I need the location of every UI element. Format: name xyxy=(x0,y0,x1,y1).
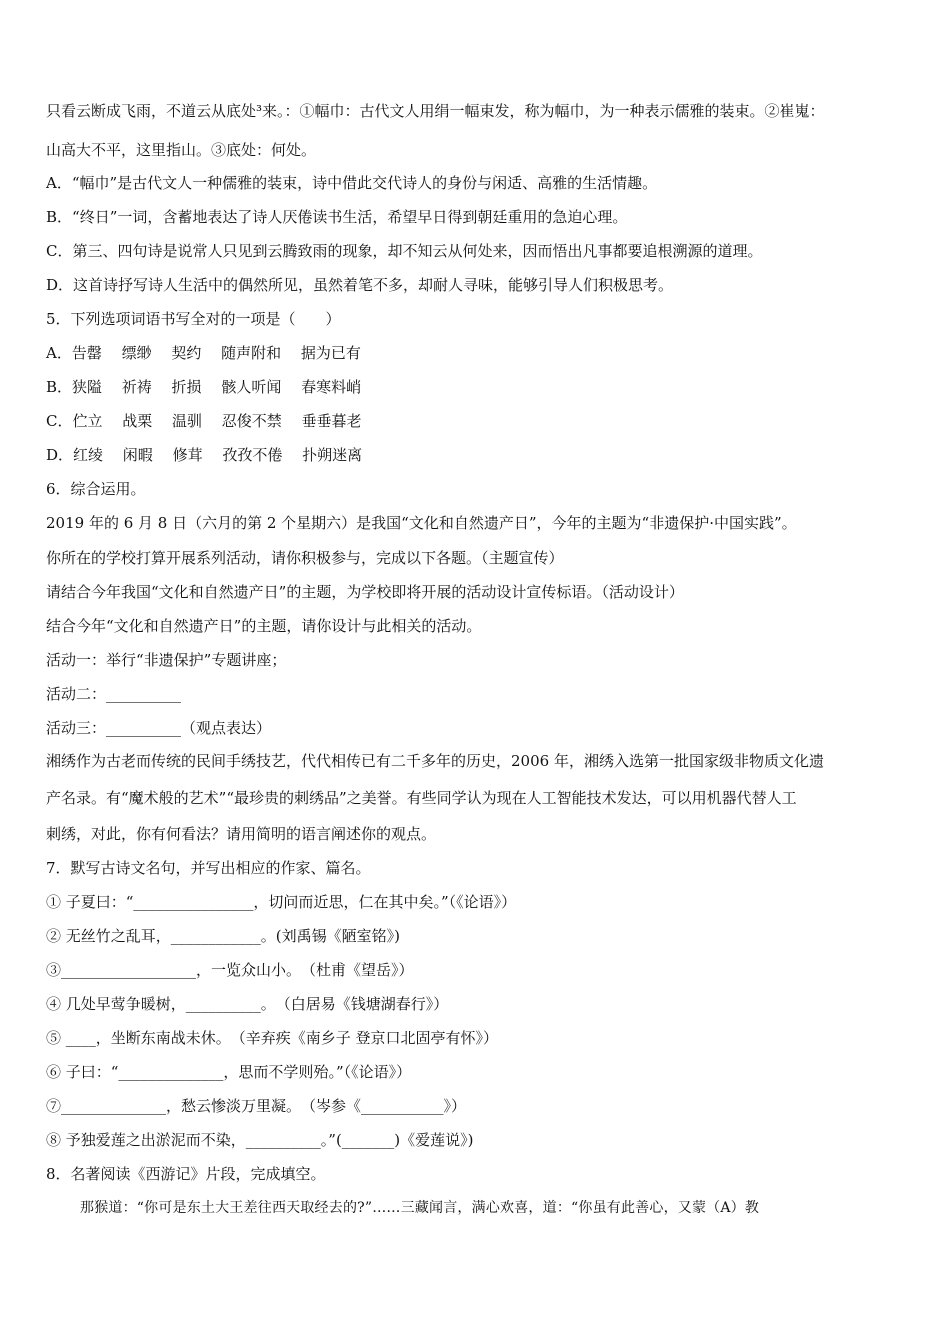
q6-activity-1: 活动一：举行“非遗保护”专题讲座； xyxy=(46,651,287,669)
q7-item-6: ⑥ 子曰：“______________，思而不学则殆。”（《论语》） xyxy=(46,1063,412,1081)
q6-passage-line-2: 产名录。有“魔术般的艺术”“最珍贵的刺绣品”之美誉。有些同学认为现在人工智能技术发达，可以用机器代替人工 xyxy=(46,789,797,807)
q7-item-1: ① 子夏曰：“________________，切问而近思，仁在其中矣。”（《论语》） xyxy=(46,893,517,911)
q6-activity-2: 活动二：__________ xyxy=(46,685,182,703)
q5-option-a: A．告罄 缥缈 契约 随声附和 据为已有 xyxy=(46,344,361,362)
q6-passage-line-3: 刺绣，对此，你有何看法？请用简明的语言阐述你的观点。 xyxy=(46,825,437,843)
q6-subtask-2: 结合今年“文化和自然遗产日”的主题，请你设计与此相关的活动。 xyxy=(46,617,482,635)
q8-passage: 那猴道：“你可是东土大王差往西天取经去的?”……三藏闻言，满心欢喜，道：“你虽有此善心，又蒙（A）教 xyxy=(80,1200,760,1216)
q7-item-8: ⑧ 予独爱莲之出淤泥而不染，__________。”(_______)《爱莲说》) xyxy=(46,1131,474,1149)
q7-item-3: ③__________________，一览众山小。 （杜甫《望岳》） xyxy=(46,961,414,979)
q5-option-b: B．狭隘 祈祷 折损 骸人听闻 春寒料峭 xyxy=(46,378,362,396)
q4-option-a: A．“幅巾”是古代文人一种儒雅的装束，诗中借此交代诗人的身份与闲适、高雅的生活情趣。 xyxy=(46,174,658,192)
q4-option-b: B．“终日”一词，含蓄地表达了诗人厌倦读书生活，希望早日得到朝廷重用的急迫心理。 xyxy=(46,208,628,226)
q4-option-d: D．这首诗抒写诗人生活中的偶然所见，虽然着笔不多，却耐人寻味，能够引导人们积极思考。 xyxy=(46,276,674,294)
q6-intro: 2019 年的 6 月 8 日（六月的第 2 个星期六）是我国“文化和自然遗产日”，今年的主题为“非遗保护·中国实践”。 xyxy=(46,514,797,532)
q7-item-7: ⑦______________，愁云惨淡万里凝。 （岑参《___________》） xyxy=(46,1097,467,1115)
q7-item-2: ② 无丝竹之乱耳，____________。(刘禹锡《陋室铭》) xyxy=(46,927,400,945)
q6-stem: 6．综合运用。 xyxy=(46,480,146,498)
q7-stem: 7．默写古诗文名句，并写出相应的作家、篇名。 xyxy=(46,859,371,877)
q5-option-d: D．红绫 闲暇 修茸 孜孜不倦 扑朔迷离 xyxy=(46,446,363,464)
q7-item-5: ⑤ ____，坐断东南战未休。 （辛弃疾《南乡子 登京口北固亭有怀》） xyxy=(46,1029,499,1047)
q5-option-c: C．伫立 战栗 温驯 忍俊不禁 垂垂暮老 xyxy=(46,412,362,430)
q6-task: 你所在的学校打算开展系列活动，请你积极参与，完成以下各题。（主题宣传） xyxy=(46,549,564,567)
poem-annotation-line-2: 山高大不平，这里指山。③底处：何处。 xyxy=(46,141,317,159)
q5-stem: 5．下列选项词语书写全对的一项是（ ） xyxy=(46,310,341,328)
q6-activity-3: 活动三：__________（观点表达） xyxy=(46,719,272,737)
poem-annotation-line-1: 只看云断成飞雨，不道云从底处³来。：①幅巾：古代文人用绢一幅束发，称为幅巾，为一种表示儒雅的装束。②崔嵬： xyxy=(46,102,825,120)
q7-item-4: ④ 几处早莺争暖树，__________。 （白居易《钱塘湖春行》） xyxy=(46,995,449,1013)
q8-stem: 8．名著阅读《西游记》片段，完成填空。 xyxy=(46,1165,326,1183)
q6-passage-line-1: 湘绣作为古老而传统的民间手绣技艺，代代相传已有二千多年的历史，2006 年，湘绣入选第一批国家级非物质文化遗 xyxy=(46,752,824,770)
q6-subtask-1: 请结合今年我国“文化和自然遗产日”的主题，为学校即将开展的活动设计宣传标语。（活动设计） xyxy=(46,583,684,601)
q4-option-c: C．第三、四句诗是说常人只见到云腾致雨的现象，却不知云从何处来，因而悟出凡事都要追根溯源的道理。 xyxy=(46,242,763,260)
